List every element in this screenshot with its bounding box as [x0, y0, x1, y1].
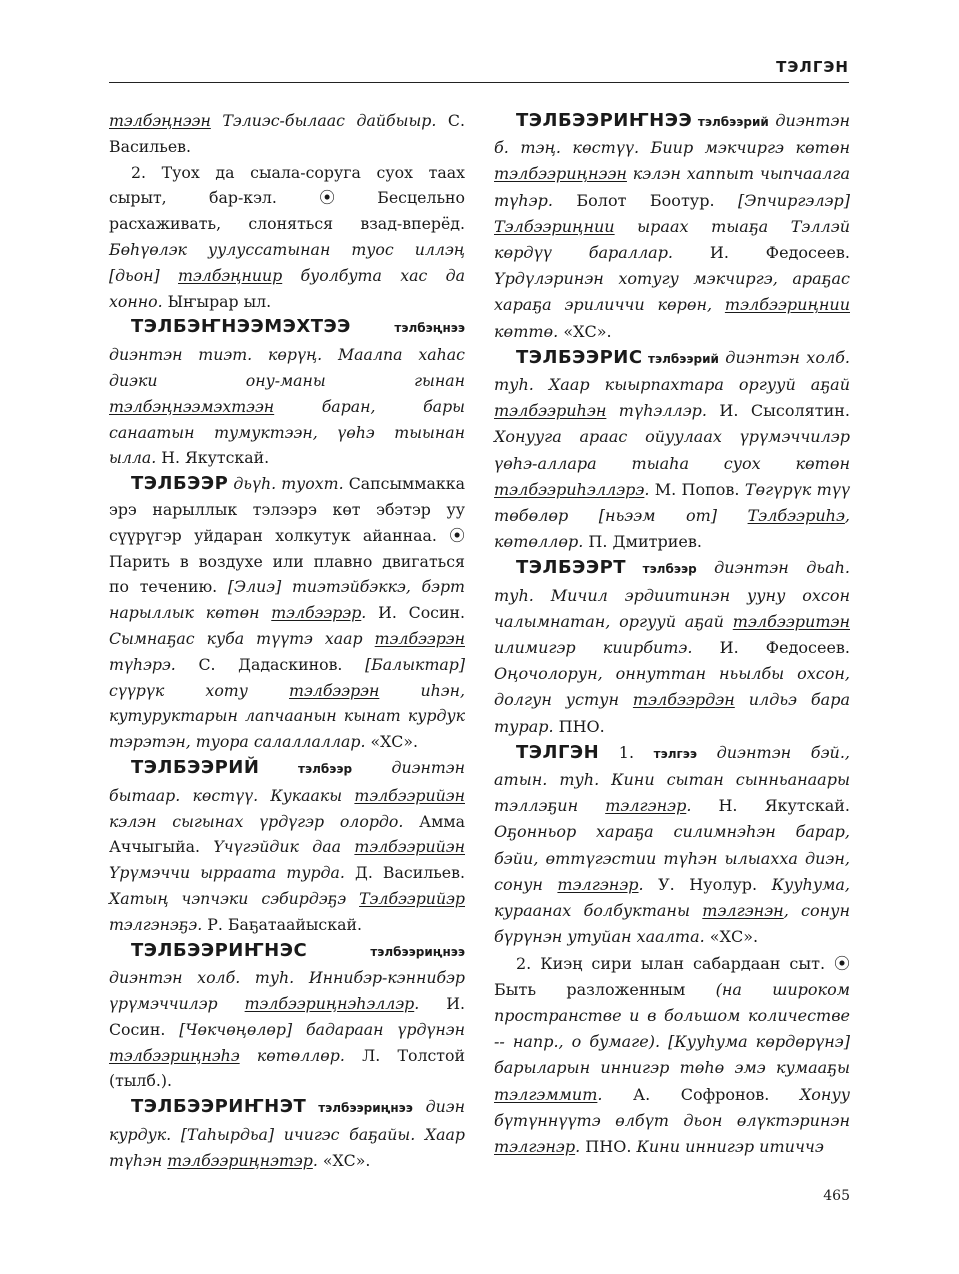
- definition-text: Амма Аччыгыйа.: [109, 811, 465, 857]
- dictionary-entry: [494, 108, 850, 345]
- definition-text: М. Попов.: [649, 479, 745, 499]
- headword: ТЭЛБЭЭРИҤНЭС: [131, 939, 308, 961]
- example-keyword: [494, 164, 627, 183]
- dictionary-entry: [109, 471, 465, 755]
- example-text: диэнтэн б. тэң. көстүү. Биир мэкчиргэ көтөн: [494, 111, 851, 158]
- definition-text: П. Дмитриев.: [583, 532, 702, 552]
- example-keyword: [494, 480, 644, 499]
- underlined-form: тэлгэнэр: [494, 1136, 576, 1156]
- dictionary-entry: [109, 108, 465, 160]
- underlined-form: Тэлбээриңнии: [494, 216, 615, 236]
- example-text: .: [575, 1136, 581, 1156]
- example-text: көттө.: [494, 321, 559, 341]
- example-text: .: [361, 603, 367, 623]
- example-text: Хатың чэпчэки сэбирдэҕэ: [109, 888, 360, 908]
- definition-text: И. Сосин.: [109, 994, 465, 1039]
- page-header: [109, 58, 849, 83]
- headword: ТЭЛГЭН: [516, 741, 600, 763]
- example-keyword: [109, 111, 211, 130]
- example-text: диэнтэн дьаһ. туһ. Мичил эрдиитинэн ууну охсон чалымнатан, оргууй аҕай: [494, 558, 850, 631]
- definition-text: И. Сосин.: [366, 603, 465, 623]
- example-text: [Элиэ] тиэтэйбэккэ, бэрт нарыллык көтөн: [109, 577, 465, 623]
- example-text: Бөһүөлэк уулуссатынан туос иллэң [дьон]: [109, 239, 465, 285]
- definition-text: ПНО.: [580, 1136, 637, 1156]
- example-keyword: [109, 1046, 240, 1065]
- definition-text: [660, 1032, 668, 1051]
- underlined-form: тэлбээриңнэһэ: [109, 1045, 240, 1065]
- definition-text: И. Федосеев.: [673, 243, 851, 263]
- underlined-form: тэлбээрдэн: [632, 690, 735, 710]
- underlined-form: тэлбээриңнэһэллэр: [244, 994, 415, 1014]
- example-text: көтөллөр.: [239, 1045, 345, 1065]
- example-text: диэнтэн бытаар. көстүү. Кукаакы: [109, 757, 465, 805]
- derivation-source: тэлбэңнээ: [350, 321, 465, 336]
- definition-text: «ХС».: [365, 732, 419, 752]
- example-keyword: [494, 1137, 575, 1156]
- example-keyword: [359, 889, 465, 908]
- example-text: .: [686, 796, 692, 816]
- headword: ТЭЛБЭЭРИЙ: [131, 756, 260, 778]
- example-text: (на широком пространстве и в большом количестве -- напр., о бумаге).: [494, 979, 850, 1052]
- underlined-form: тэлбээрэн: [374, 628, 465, 648]
- example-keyword: [245, 994, 415, 1013]
- dictionary-entry: [494, 740, 850, 951]
- example-text: түһэрэ.: [109, 654, 176, 674]
- underlined-form: тэлбээрийэн: [354, 837, 465, 857]
- example-text: [Балыктар] сүүрүк хоту: [109, 654, 465, 700]
- dictionary-entry: [109, 938, 465, 1095]
- example-text: .: [597, 1084, 603, 1104]
- dictionary-entry: [494, 345, 850, 556]
- definition-text: Ыҥырар ыл.: [162, 291, 272, 311]
- example-text: [Эпчиргэлэр]: [738, 190, 850, 210]
- example-keyword: [109, 397, 274, 416]
- derivation-source: тэлбээр: [626, 562, 697, 577]
- example-keyword: [354, 837, 465, 856]
- example-text: иһэн, кутуруктарын лапчаанын кынат курдук тэрэтэн, туора салаллаллар.: [109, 680, 466, 752]
- dictionary-entry: [109, 1094, 465, 1173]
- example-text: Үрүмэччи ырраата турда.: [109, 863, 345, 883]
- example-text: .: [312, 1150, 318, 1170]
- underlined-form: тэлгэнэр: [605, 796, 687, 816]
- example-text: Хонуу бүтүннүүтэ өлбүт дьон өлүктэринэн: [494, 1084, 850, 1130]
- definition-text: У. Нуолур.: [643, 874, 772, 894]
- example-text: , көтөллөр.: [494, 506, 850, 552]
- example-text: Кини иннигэр итиччэ: [636, 1136, 824, 1156]
- example-text: [Чөкчөңөлөр] бадараан үрдүнэн: [179, 1019, 465, 1039]
- definition-text: «ХС».: [704, 927, 759, 947]
- definition-text: Д. Васильев.: [344, 863, 465, 883]
- example-keyword: [289, 681, 379, 700]
- derivation-source: тэлбээр: [259, 761, 353, 776]
- underlined-form: тэлбээриңнии: [724, 295, 850, 315]
- definition-text: Н. Якутскай.: [691, 796, 851, 816]
- headword: ТЭЛБЭЭРИҤНЭЭ: [516, 110, 693, 131]
- example-text: Тэлиэс-былаас дайбыыр.: [210, 111, 437, 130]
- definition-text: И. Федосеев.: [692, 638, 851, 658]
- example-text: Төгүрүк түү төбөлөр [ньээм от]: [494, 479, 851, 526]
- underlined-form: тэлбээриңнэтэр: [167, 1150, 313, 1170]
- underlined-form: тэлбээрийэн: [354, 785, 465, 805]
- headword: ТЭЛБЭЭРИС: [516, 346, 643, 368]
- right-column: [494, 108, 850, 1160]
- derivation-source: тэлбээрий: [642, 351, 719, 366]
- dictionary-entry: [494, 951, 850, 1161]
- example-keyword: [557, 875, 638, 894]
- headword: ТЭЛБЭЭРТ: [516, 557, 627, 579]
- example-text: илимигэр киирбитэ.: [494, 638, 693, 658]
- definition-text: «ХС».: [558, 321, 612, 341]
- example-text: Үчүгэйдик даа: [213, 837, 355, 857]
- example-text: Хонууга араас ойуулаах үрүмэччилэр үөһэ-аллара тыаһа суох көтөн: [494, 427, 850, 473]
- example-text: тэлгэнэҕэ.: [109, 914, 203, 934]
- definition-text: Н. Якутскай.: [156, 448, 270, 468]
- example-keyword: [494, 1085, 597, 1104]
- example-keyword: [494, 217, 615, 236]
- example-text: Кууһума, кураанах болбуктаны: [494, 874, 850, 921]
- example-text: диэнтэн бэй., атын. туһ. Кини сытан сынньанаары тэллэҕин: [494, 742, 850, 816]
- definition-text: И. Сысолятин.: [707, 401, 850, 421]
- definition-text: 1.: [599, 742, 654, 762]
- example-text: диэнтэн холб. туһ. Иннибэр-кэннибэр үрүмэччилэр: [109, 968, 465, 1014]
- example-text: диэн курдук. [Таһырдьа] ичигэс баҕайы. Хаар түһэн: [109, 1097, 465, 1170]
- underlined-form: тэлгэнэр: [557, 874, 639, 894]
- definition-text: Сапсыммакка эрэ нарыллык тэлээрэ көт эбэтэр уу сүүрүгэр уйдаран холкутук айаннаа. ⦿ Парить в воздухе или плавно двигаться по течению.: [109, 474, 465, 597]
- example-text: , сонун бүрүнэн утуйан хаалта.: [494, 901, 850, 947]
- example-text: кэлэн хаппыт чыпчаалга түһэр.: [494, 164, 850, 210]
- derivation-source: тэлбээриңнээ: [307, 944, 465, 959]
- underlined-form: тэлбэңнээн: [109, 111, 211, 130]
- example-keyword: [633, 690, 735, 709]
- example-text: .: [638, 874, 644, 894]
- example-keyword: [271, 603, 361, 622]
- example-text: түһэллэр.: [606, 401, 708, 421]
- definition-text: Р. Баҕатаайыскай.: [202, 914, 362, 934]
- headword: ТЭЛБЭЭР: [131, 473, 229, 495]
- example-text: [Кууһума көрдөрүнэ] барыларын иннигэр төһө эмэ кумааҕы: [494, 1032, 850, 1078]
- definition-text: С. Дадаскинов.: [175, 654, 366, 674]
- example-keyword: [375, 629, 465, 648]
- underlined-form: тэлбээриһэллэрэ: [494, 479, 645, 499]
- definition-text: С. Васильев.: [109, 111, 465, 156]
- dictionary-entry: [109, 314, 465, 471]
- underlined-form: тэлгэнэн: [702, 901, 784, 921]
- running-head: ТЭЛГЭН: [776, 58, 849, 76]
- example-text: кэлэн сыгынах үрдүгэр олордо.: [109, 811, 404, 831]
- example-text: ыраах тыаҕа Тэллэй көрдүү бараллар.: [494, 216, 850, 263]
- example-text: Сымнаҕас куба түүтэ хаар: [109, 628, 375, 648]
- example-text: диэнтэн холб. туһ. Хаар кыырпахтара оргууй аҕай: [494, 347, 851, 395]
- example-text: буолбута хас да хонно.: [109, 265, 465, 311]
- example-keyword: [748, 506, 845, 525]
- left-column: [109, 108, 465, 1174]
- example-text: илдьэ бара турар.: [494, 690, 850, 736]
- definition-text: ПНО.: [553, 716, 605, 736]
- page-number: 465: [823, 1188, 850, 1204]
- underlined-form: Тэлбээриһэ: [747, 506, 845, 526]
- example-text: .: [414, 994, 420, 1014]
- underlined-form: тэлбээриһэн: [494, 401, 607, 421]
- derivation-source: тэлбээриңнээ: [306, 1101, 413, 1116]
- underlined-form: тэлгэммит: [494, 1084, 598, 1104]
- example-keyword: [167, 1151, 313, 1170]
- example-keyword: [354, 786, 465, 805]
- definition-text: Болот Боотур.: [552, 190, 739, 210]
- underlined-form: тэлбээриңнээн: [494, 164, 627, 184]
- example-text: баран, бары санаатын тумуктээн, үөһэ тыынан ылла.: [109, 396, 465, 468]
- headword: ТЭЛБЭЭРИҤНЭТ: [131, 1096, 307, 1118]
- definition-text: 2. Киэң сири ылан сабардаан сыт. ⦿ Быть разложенным: [494, 953, 850, 999]
- underlined-form: тэлбээритэн: [732, 611, 850, 631]
- definition-text: А. Софронов.: [602, 1084, 800, 1104]
- definition-text: «ХС».: [317, 1150, 371, 1170]
- headword: ТЭЛБЭҤНЭЭМЭХТЭЭ: [131, 316, 351, 338]
- example-keyword: [178, 266, 282, 285]
- underlined-form: тэлбэңнээмэхтээн: [109, 396, 275, 416]
- example-text: Оңочолорун, оннуттан ньылбы охсон, долгун устун: [494, 664, 850, 710]
- example-keyword: [494, 401, 606, 420]
- definition-text: 2. Туох да сыала-соруга суох таах сырыт, бар-кэл. ⦿ Бесцельно расхаживать, слоняться взад-вперёд.: [109, 162, 465, 234]
- example-keyword: [605, 796, 686, 815]
- example-keyword: [725, 295, 850, 314]
- dictionary-entry: [494, 555, 850, 739]
- example-text: диэнтэн тиэт. көрүң. Маалпа хаһас диэки ону-маны гынан: [109, 345, 465, 390]
- example-text: дьүһ. туохт.: [228, 474, 344, 494]
- example-keyword: [702, 901, 783, 920]
- underlined-form: тэлбээрэр: [271, 603, 362, 623]
- definition-text: Л. Толстой (тылб.).: [109, 1045, 465, 1091]
- example-text: .: [644, 479, 650, 499]
- example-text: Үрдүлэринэн хотугу мэкчиргэ, араҕас хараҕа эриличчи көрөн,: [494, 269, 850, 315]
- underlined-form: тэлбэңниир: [178, 265, 283, 285]
- derivation-source: тэлгээ: [653, 746, 697, 761]
- underlined-form: тэлбээрэн: [289, 680, 380, 700]
- dictionary-entry: [109, 160, 465, 315]
- underlined-form: Тэлбээрийэр: [359, 888, 465, 908]
- derivation-source: тэлбээрий: [692, 115, 769, 129]
- example-keyword: [733, 612, 850, 631]
- example-text: Оҕонньор хараҕа силимнэһэн барар, бэйи, өттүгэстии түһэн ылыахха диэн, сонун: [494, 822, 850, 894]
- dictionary-entry: [109, 755, 465, 938]
